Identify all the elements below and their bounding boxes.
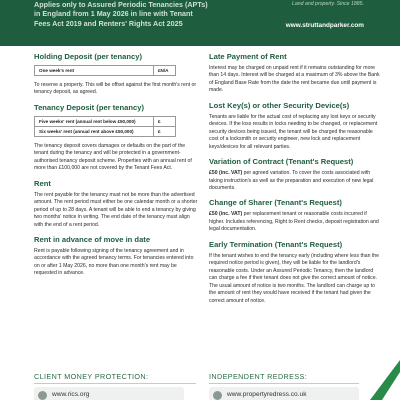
early-termination-heading: Early Termination (Tenant's Request) — [209, 239, 343, 249]
lost-keys-text: Tenants are liable for the actual cost of replacing any lost keys or security devices. If the loss results in locks needing to be changed, or replacement security devices being issued, the tenant will be charged the reasonable cost of a locksmith or security engineer, new lock and replacement keys/devices for all relevant parties. — [209, 113, 378, 150]
website-link[interactable]: www.struttandparker.com — [285, 22, 364, 29]
early-termination-text: If the tenant wishes to end the tenancy early (including where less than the required notice period is given), they will be liable for the landlord's reasonable costs. Under an Assured Periodic Tenancy, then the landlord can charge a fee if their tenant does not give the correct amount of notice. The usual amount of notice is two months. The landlord can charge up to the amount of rent they would have received if the tenant had given the correct amount of notice. — [209, 252, 380, 304]
fee-value: £N/A — [154, 66, 176, 76]
tenancy-deposit-heading: Tenancy Deposit (per tenancy) — [34, 102, 144, 112]
independent-redress-link[interactable] — [209, 387, 359, 400]
independent-redress-url: www.propertyredress.co.uk — [227, 391, 307, 398]
late-payment-text: Interest may be charged on unpaid rent if it remains outstanding for more than 14 days. Interest will be charged at a maximum of 3% above the Bank of England Base Rate from the date the rent became due until payment is made. — [209, 65, 380, 94]
holding-deposit-table — [34, 65, 176, 76]
tagline: Land and property. Since 1885. — [291, 1, 364, 7]
lost-keys-section — [209, 101, 381, 151]
variation-section — [209, 157, 381, 192]
variation-body: per agreed variation. To cover the costs associated with taking instruction's as well as the preparation and execution of new legal documents. — [209, 170, 374, 191]
table-row — [35, 126, 176, 136]
header-title — [34, 0, 284, 28]
independent-redress-label: INDEPENDENT REDRESS: — [209, 372, 308, 381]
globe-icon — [213, 391, 222, 400]
check-mark-icon — [360, 356, 400, 400]
header-line: in England from 1 May 2026 in line with Tenant — [34, 9, 193, 19]
right-column — [209, 52, 381, 311]
header-line: Fees Act 2019 and Renters' Rights Act 2025 — [34, 18, 183, 28]
header-banner — [0, 0, 400, 46]
rent-section — [34, 179, 200, 229]
rent-text: The rent payable for the tenancy must not be more than the advertised amount. The rent period must either be one calendar month or a shorter period of up to 28 days. A tenant will be able to end a tenancy by giving two months' notice in writing. The end date of the tenancy must align with the end of a rent period. — [34, 191, 198, 228]
fee-label: One week's rent — [35, 66, 154, 76]
globe-icon — [38, 391, 47, 400]
table-row — [35, 116, 176, 126]
footer-divider — [209, 383, 359, 384]
rent-heading: Rent — [34, 178, 51, 188]
fee-value: £ — [154, 116, 176, 126]
left-column — [34, 52, 200, 284]
table-row — [35, 66, 176, 76]
lost-keys-heading: Lost Key(s) or other Security Device(s) — [209, 100, 350, 110]
tenancy-deposit-text: The tenancy deposit covers damages or defaults on the part of the tenant during the tenancy and will be protected in a government-authorised tenancy deposit scheme. Properties with an annual rent of more than £100,000 are not covered by the Tenant Fees Act. — [34, 142, 192, 172]
rent-advance-section — [34, 235, 200, 278]
fee-value: £ — [154, 126, 176, 136]
tenancy-deposit-table — [34, 116, 176, 137]
header-line: Applies only to Assured Periodic Tenancies (APTs) — [34, 0, 208, 9]
tenancy-deposit-section — [34, 103, 200, 173]
rent-advance-heading: Rent in advance of move in date — [34, 234, 151, 244]
client-money-protection-label: CLIENT MONEY PROTECTION: — [34, 372, 149, 381]
sharer-text — [209, 211, 381, 233]
client-money-protection-link[interactable] — [34, 387, 184, 400]
holding-deposit-section — [34, 52, 200, 97]
header-brand — [286, 0, 364, 30]
client-money-protection-url: www.rics.org — [52, 391, 90, 398]
variation-fee: £50 (inc. VAT) — [209, 170, 243, 177]
sharer-fee: £50 (inc. VAT) — [209, 211, 243, 218]
late-payment-heading: Late Payment of Rent — [209, 52, 287, 61]
fee-label: Six weeks' rent (annual rent above £50,000) — [35, 126, 154, 136]
holding-deposit-heading: Holding Deposit (per tenancy) — [34, 52, 143, 61]
early-termination-section — [209, 240, 381, 305]
fee-label: Five weeks' rent (annual rent below £50,000) — [35, 116, 154, 126]
sharer-section — [209, 198, 381, 233]
rent-advance-text: Rent is payable following signing of the tenancy agreement and in accordance with the agreed tenancy terms. For tenancies entered into on or after 1 May 2026, no more than one month's rent may be requested in advance. — [34, 247, 194, 277]
holding-deposit-text: To reserve a property. This will be offset against the first month's rent or tenancy deposit, as agreed. — [34, 82, 197, 96]
late-payment-section — [209, 52, 381, 95]
variation-heading: Variation of Contract (Tenant's Request) — [209, 157, 354, 167]
sharer-heading: Change of Sharer (Tenant's Request) — [209, 198, 342, 208]
variation-text — [209, 170, 381, 192]
sharer-body: per replacement tenant or reasonable costs incurred if higher. Includes referencing, Right to Rent checks, deposit registration and legal documentation. — [209, 211, 379, 233]
footer-divider — [34, 383, 196, 384]
